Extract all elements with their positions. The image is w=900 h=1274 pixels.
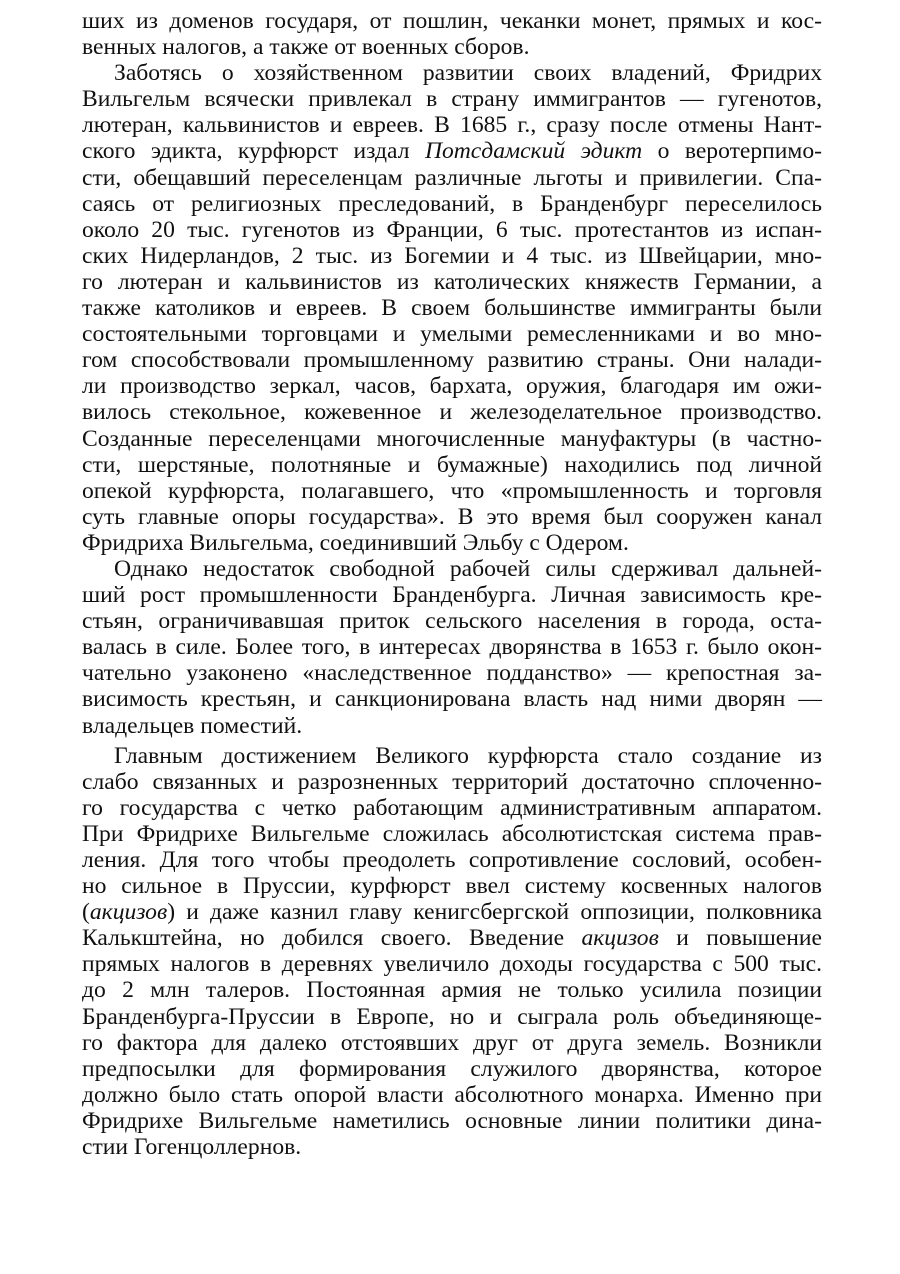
- text-line: Созданные переселенцами многочисленные мануфактуры (в частно-: [82, 425, 822, 452]
- text-line: вилось стекольное, кожевенное и железоделательное производство.: [82, 399, 822, 426]
- text-line: Заботясь о хозяйственном развитии своих владений, Фридрих: [114, 60, 822, 87]
- text-line: слабо связанных и разрозненных территорий достаточно сплоченно-: [82, 768, 822, 795]
- text-line: ших из доменов государя, от пошлин, чеканки монет, прямых и кос-: [82, 8, 822, 34]
- paragraph-4: [82, 743, 822, 1161]
- text-line-with-italic: ского эдикта, курфюрст издал Потсдамский эдикт о веротерпимо-: [82, 138, 822, 165]
- text-line: чательно узаконено «наследственное подданство» — крепостная за-: [82, 660, 822, 687]
- text-line: лютеран, кальвинистов и евреев. В 1685 г., сразу после отмены Нант-: [82, 112, 822, 139]
- document-page: [82, 8, 822, 1160]
- italic-term: акцизов: [581, 925, 659, 952]
- text-line: валась в силе. Более того, в интересах дворянства в 1653 г. было окон-: [82, 634, 822, 661]
- text-line: саясь от религиозных преследований, в Бранденбург переселилось: [82, 190, 822, 217]
- text-line: до 2 млн талеров. Постоянная армия не только усилила позиции: [82, 977, 822, 1004]
- text-line: но сильное в Пруссии, курфюрст ввел систему косвенных налогов: [82, 873, 822, 900]
- text-line: го лютеран и кальвинистов из католических княжеств Германии, а: [82, 268, 822, 295]
- text-line: Фридрихе Вильгельме наметились основные линии политики дина-: [82, 1107, 822, 1134]
- text-line: стии Гогенцоллернов.: [82, 1134, 302, 1161]
- text-line: прямых налогов в деревнях увеличило доходы государства с 500 тыс.: [82, 951, 822, 978]
- text-line: Фридриха Вильгельма, соединивший Эльбу с Одером.: [82, 529, 629, 556]
- text-line: го государства с четко работающим административным аппаратом.: [82, 794, 822, 821]
- text-line: Бранденбурга-Пруссии в Европе, но и сыграла роль объединяюще-: [82, 1003, 822, 1030]
- text-line: около 20 тыс. гугенотов из Франции, 6 тыс. протестантов из испан-: [82, 216, 822, 243]
- text-line: опекой курфюрста, полагавшего, что «промышленность и торговля: [82, 477, 822, 504]
- paragraph-1: [82, 8, 822, 60]
- text-line: стьян, ограничивавшая приток сельского населения в города, оста-: [82, 608, 822, 635]
- text-line: сти, обещавший переселенцам различные льготы и привилегии. Спа-: [82, 164, 822, 191]
- italic-term: Потсдамский эдикт: [424, 138, 643, 165]
- text-line: должно было стать опорой власти абсолютного монарха. Именно при: [82, 1081, 822, 1108]
- text-line: го фактора для далеко отстоявших друг от друга земель. Возникли: [82, 1029, 822, 1056]
- text-line: ший рост промышленности Бранденбурга. Личная зависимость кре-: [82, 582, 822, 609]
- text-line: Вильгельм всячески привлекал в страну иммигрантов — гугенотов,: [82, 86, 822, 113]
- text-line: также католиков и евреев. В своем большинстве иммигранты были: [82, 295, 822, 322]
- paragraph-2: [82, 60, 822, 556]
- text-line: ли производство зеркал, часов, бархата, оружия, благодаря им ожи-: [82, 373, 822, 400]
- text-line: предпосылки для формирования служилого дворянства, которое: [82, 1055, 822, 1082]
- text-line: гом способствовали промышленному развитию страны. Они налади-: [82, 347, 822, 374]
- text-line: При Фридрихе Вильгельме сложилась абсолютистская система прав-: [82, 820, 822, 847]
- text-line-with-italic: (акцизов) и даже казнил главу кенигсбергской оппозиции, полковника: [82, 899, 822, 926]
- text-line: Калькштейна, но добился своего. Введение акцизов и повышение: [82, 925, 823, 952]
- text-line: сти, шерстяные, полотняные и бумажные) находились под личной: [82, 451, 822, 478]
- text-line: венных налогов, а также от военных сборов.: [82, 34, 530, 61]
- text-line: Однако недостаток свободной рабочей силы сдерживал дальней-: [114, 555, 822, 582]
- text-line: Главным достижением Великого курфюрста стало создание из: [114, 742, 822, 769]
- text-line: висимость крестьян, и санкционирована власть над ними дворян —: [82, 686, 822, 713]
- text-line: ления. Для того чтобы преодолеть сопротивление сословий, особен-: [82, 847, 822, 873]
- paragraph-3: [82, 556, 822, 739]
- italic-term: акцизов: [89, 899, 168, 926]
- text-line: суть главные опоры государства». В это время был сооружен канал: [82, 503, 822, 530]
- text-line: ских Нидерландов, 2 тыс. из Богемии и 4 тыс. из Швейцарии, мно-: [82, 242, 822, 269]
- text-line: владельцев поместий.: [82, 712, 303, 739]
- text-line: состоятельными торговцами и умелыми ремесленниками и во мно-: [82, 321, 822, 348]
